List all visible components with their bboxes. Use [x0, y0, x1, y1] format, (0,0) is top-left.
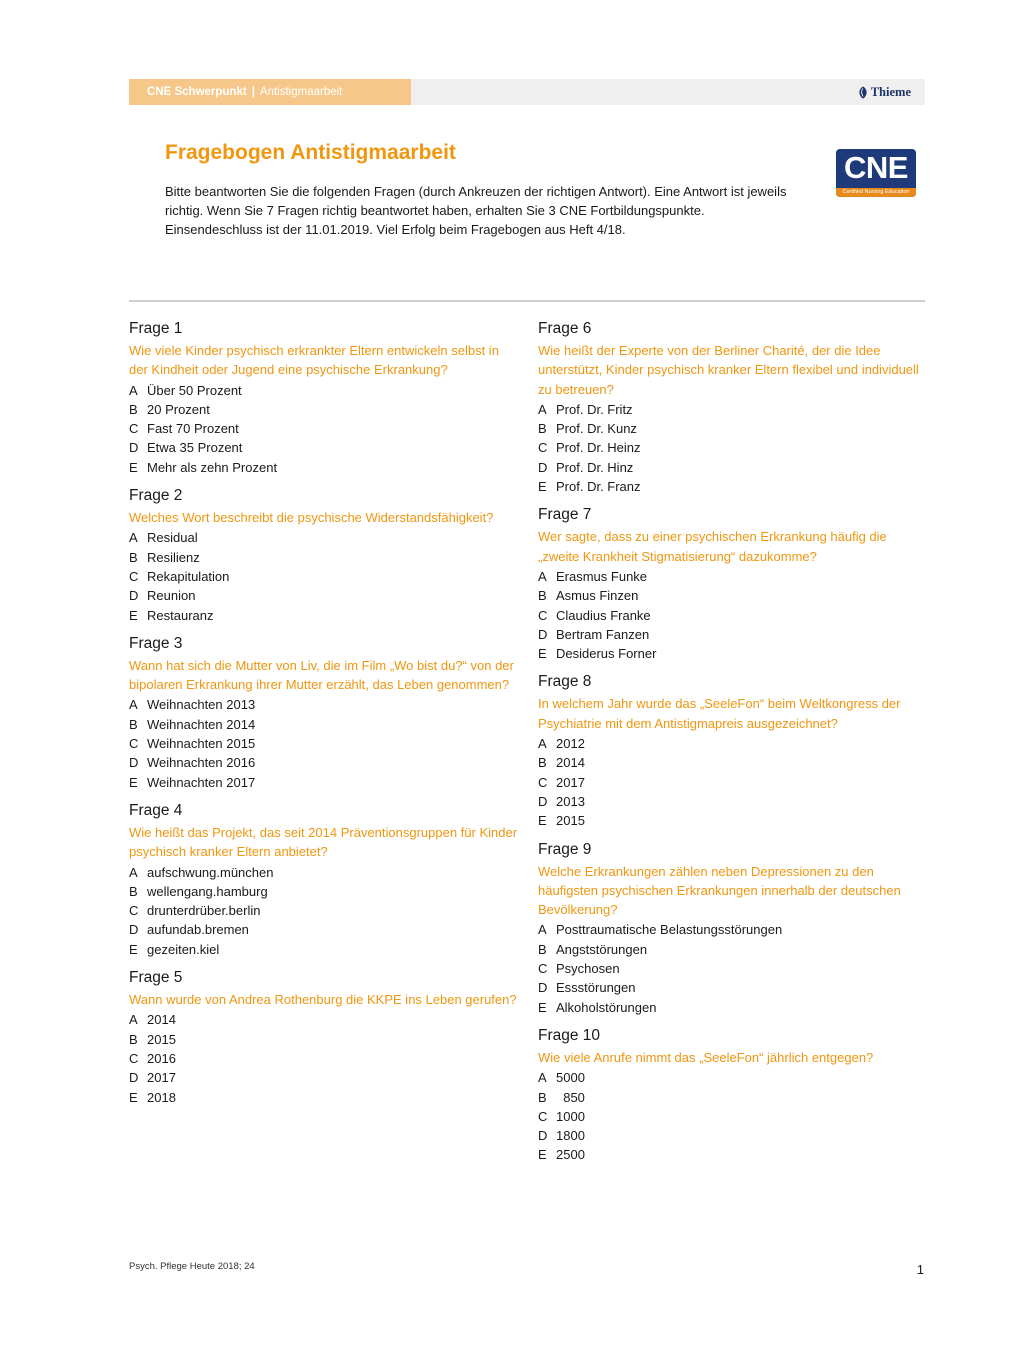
- answer-option[interactable]: [538, 1088, 930, 1107]
- option-text: Residual: [147, 530, 198, 546]
- option-text: 850: [556, 1089, 585, 1105]
- question-text: Welche Erkrankungen zählen neben Depressionen zu den häufigsten psychischen Erkrankungen innerhalb der deutschen Bevölkerung?: [538, 863, 901, 918]
- divider: [129, 300, 925, 302]
- answer-option[interactable]: [129, 1010, 521, 1029]
- answer-option[interactable]: [129, 1068, 521, 1087]
- option-text: 2012: [556, 736, 585, 752]
- option-letter: D: [538, 980, 548, 996]
- answer-option[interactable]: [538, 477, 930, 496]
- cne-badge-subtitle: Certified Nursing Education: [836, 188, 916, 197]
- answer-option[interactable]: [129, 753, 521, 772]
- answer-option[interactable]: [129, 715, 521, 734]
- option-text: Psychosen: [556, 961, 620, 977]
- answer-option[interactable]: [129, 773, 521, 792]
- option-letter: A: [538, 922, 547, 938]
- option-letter: A: [129, 530, 138, 546]
- question-label: Frage 1: [129, 320, 183, 337]
- option-letter: D: [129, 440, 139, 456]
- answer-options: [538, 920, 930, 1016]
- question-block: [129, 800, 521, 959]
- option-letter: E: [129, 459, 138, 475]
- option-letter: E: [538, 646, 547, 662]
- question-label: Frage 4: [129, 801, 183, 819]
- option-letter: A: [538, 736, 547, 752]
- option-letter: A: [129, 382, 138, 398]
- answer-option[interactable]: [129, 1088, 521, 1107]
- answer-option[interactable]: [129, 419, 521, 438]
- option-letter: C: [538, 961, 548, 977]
- option-text: 5000: [556, 1070, 585, 1086]
- header-bar: [129, 79, 925, 105]
- answer-option[interactable]: [129, 586, 521, 605]
- answer-option[interactable]: [129, 438, 521, 457]
- question-text: In welchem Jahr wurde das „SeeleFon“ beim Weltkongress der Psychiatrie mit dem Antistigmapreis ausgezeichnet?: [538, 696, 901, 731]
- answer-option[interactable]: [538, 1068, 930, 1087]
- answer-options: [538, 567, 930, 663]
- answer-option[interactable]: [538, 438, 930, 457]
- option-text: 2015: [556, 813, 585, 829]
- option-letter: C: [538, 440, 548, 456]
- option-letter: E: [129, 941, 138, 957]
- answer-option[interactable]: [129, 606, 521, 625]
- footer-citation: Psych. Pflege Heute 2018; 24: [129, 1261, 255, 1272]
- answer-option[interactable]: [129, 548, 521, 567]
- option-letter: D: [538, 626, 548, 642]
- option-letter: B: [538, 421, 547, 437]
- option-letter: A: [129, 697, 138, 713]
- answer-options: [129, 381, 521, 477]
- answer-option[interactable]: [538, 567, 930, 586]
- question-label: Frage 7: [538, 506, 592, 524]
- option-letter: E: [129, 607, 138, 623]
- option-text: Alkoholstörungen: [556, 999, 657, 1015]
- answer-option[interactable]: [129, 1030, 521, 1049]
- answer-option[interactable]: [538, 959, 930, 978]
- option-letter: D: [538, 793, 548, 809]
- option-letter: B: [129, 716, 138, 732]
- answer-options: [538, 400, 930, 496]
- option-letter: E: [129, 774, 138, 790]
- answer-option[interactable]: [538, 978, 930, 997]
- answer-option[interactable]: [538, 1126, 930, 1145]
- questions-column-right: [538, 318, 930, 1173]
- answer-option[interactable]: [129, 734, 521, 753]
- option-text: wellengang.hamburg: [147, 883, 268, 899]
- answer-option[interactable]: [538, 419, 930, 438]
- option-letter: C: [129, 1050, 139, 1066]
- option-text: Fast 70 Prozent: [147, 421, 239, 437]
- option-text: Weihnachten 2017: [147, 774, 256, 790]
- section-separator: |: [251, 86, 255, 98]
- option-letter: D: [538, 1128, 548, 1144]
- question-label: Frage 9: [538, 840, 592, 858]
- question-block: [538, 1025, 930, 1165]
- answer-option[interactable]: [129, 1049, 521, 1068]
- question-block: [538, 671, 930, 830]
- page-number: 1: [916, 1262, 924, 1277]
- question-text: Wie viele Anrufe nimmt das „SeeleFon“ jährlich entgegen?: [538, 1049, 874, 1065]
- option-letter: D: [129, 588, 139, 604]
- answer-options: [538, 734, 930, 830]
- option-letter: A: [538, 568, 547, 584]
- option-letter: A: [129, 864, 138, 880]
- option-letter: C: [129, 903, 139, 919]
- option-text: Bertram Fanzen: [556, 626, 650, 642]
- option-text: Etwa 35 Prozent: [147, 440, 243, 456]
- option-text: Weihnachten 2015: [147, 736, 256, 752]
- answer-option[interactable]: [538, 1107, 930, 1126]
- option-letter: E: [538, 999, 547, 1015]
- answer-options: [129, 528, 521, 624]
- option-text: Claudius Franke: [556, 607, 651, 623]
- option-text: 2014: [147, 1012, 176, 1028]
- answer-option[interactable]: [538, 458, 930, 477]
- thieme-emblem-icon: [858, 86, 868, 99]
- option-text: 20 Prozent: [147, 401, 210, 417]
- option-letter: B: [129, 1031, 138, 1047]
- option-letter: D: [538, 459, 548, 475]
- answer-option[interactable]: [538, 586, 930, 605]
- section-tag: [129, 79, 411, 105]
- page-title: Fragebogen Antistigmaarbeit: [165, 141, 456, 164]
- option-text: Prof. Dr. Hinz: [556, 459, 634, 475]
- option-text: Reunion: [147, 588, 196, 604]
- option-letter: E: [538, 479, 547, 495]
- option-text: Angststörungen: [556, 941, 648, 957]
- option-letter: B: [538, 588, 547, 604]
- answer-option[interactable]: [538, 811, 930, 830]
- question-label: Frage 8: [538, 673, 592, 691]
- question-text: Wann hat sich die Mutter von Liv, die im Film „Wo bist du?“ von der bipolaren Erkrankung ihrer Mutter erzählt, das Leben genommen?: [129, 657, 514, 693]
- option-text: gezeiten.kiel: [147, 941, 220, 957]
- option-text: aufundab.bremen: [147, 922, 249, 938]
- answer-option[interactable]: [129, 381, 521, 400]
- question-text: Wie heißt der Experte von der Berliner Charité, der die Idee unterstützt, Kinder psychisch kranker Eltern flexibel und individuell zu betreuen?: [538, 343, 919, 397]
- option-letter: C: [129, 736, 139, 752]
- answer-option[interactable]: [538, 940, 930, 959]
- option-text: Essstörungen: [556, 980, 636, 996]
- option-letter: B: [538, 941, 547, 957]
- publisher-logo: [858, 79, 911, 105]
- option-letter: B: [129, 883, 138, 899]
- option-text: Weihnachten 2016: [147, 755, 256, 771]
- option-letter: D: [129, 922, 139, 938]
- option-letter: C: [538, 607, 548, 623]
- question-text: Wer sagte, dass zu einer psychischen Erkrankung häufig die „zweite Krankheit Stigmatisierung“ dazukomme?: [538, 529, 887, 564]
- option-text: Restauranz: [147, 607, 214, 623]
- option-text: Prof. Dr. Fritz: [556, 401, 633, 417]
- option-text: 2017: [556, 774, 585, 790]
- option-text: drunterdrüber.berlin: [147, 903, 261, 919]
- question-text: Welches Wort beschreibt die psychische Widerstandsfähigkeit?: [129, 510, 494, 526]
- option-text: 2018: [147, 1089, 176, 1105]
- answer-option[interactable]: [129, 458, 521, 477]
- option-letter: A: [129, 1012, 138, 1028]
- answer-option[interactable]: [538, 792, 930, 811]
- answer-options: [129, 1010, 521, 1106]
- answer-option[interactable]: [538, 734, 930, 753]
- answer-option[interactable]: [129, 940, 521, 959]
- question-text: Wie heißt das Projekt, das seit 2014 Präventionsgruppen für Kinder psychisch kranker Eltern anbietet?: [129, 824, 518, 860]
- option-text: Resilienz: [147, 549, 200, 565]
- answer-option[interactable]: [538, 644, 930, 663]
- option-letter: C: [129, 568, 139, 584]
- option-letter: D: [129, 1070, 139, 1086]
- option-letter: A: [538, 1070, 547, 1086]
- question-label: Frage 10: [538, 1026, 601, 1044]
- option-letter: E: [538, 813, 547, 829]
- option-letter: B: [129, 549, 138, 565]
- question-text: Wann wurde von Andrea Rothenburg die KKPE ins Leben gerufen?: [129, 992, 517, 1008]
- option-text: aufschwung.münchen: [147, 864, 274, 880]
- answer-option[interactable]: [538, 773, 930, 792]
- section-topic: Antistigmaarbeit: [259, 86, 343, 98]
- answer-option[interactable]: [129, 863, 521, 882]
- option-letter: C: [129, 421, 139, 437]
- answer-option[interactable]: [538, 753, 930, 772]
- option-text: Mehr als zehn Prozent: [147, 459, 278, 475]
- option-text: 1800: [556, 1128, 585, 1144]
- answer-option[interactable]: [129, 567, 521, 586]
- answer-option[interactable]: [129, 882, 521, 901]
- answer-option[interactable]: [538, 625, 930, 644]
- option-letter: B: [538, 1089, 547, 1105]
- answer-option[interactable]: [538, 400, 930, 419]
- option-text: 2017: [147, 1070, 176, 1086]
- question-text: Wie viele Kinder psychisch erkrankter Eltern entwickeln selbst in der Kindheit oder Jugend eine psychische Erkrankung?: [129, 343, 499, 378]
- option-text: Asmus Finzen: [556, 588, 639, 604]
- question-label: Frage 5: [129, 969, 183, 987]
- option-text: Posttraumatische Belastungsstörungen: [556, 922, 783, 938]
- option-text: 2015: [147, 1031, 176, 1047]
- question-block: [538, 504, 930, 663]
- option-text: Desiderus Forner: [556, 646, 657, 662]
- option-text: Über 50 Prozent: [147, 382, 242, 398]
- question-block: [129, 485, 521, 625]
- question-label: Frage 2: [129, 487, 183, 505]
- answer-options: [538, 1068, 930, 1164]
- option-letter: E: [129, 1089, 138, 1105]
- answer-option[interactable]: [129, 695, 521, 714]
- cne-badge-label: CNE: [844, 150, 908, 185]
- answer-option[interactable]: [538, 998, 930, 1017]
- question-label: Frage 3: [129, 634, 183, 652]
- question-block: [129, 633, 521, 792]
- option-text: Weihnachten 2013: [147, 697, 256, 713]
- option-text: Erasmus Funke: [556, 568, 648, 584]
- question-block: [129, 318, 521, 477]
- answer-option[interactable]: [129, 901, 521, 920]
- option-letter: D: [129, 755, 139, 771]
- question-block: [538, 839, 930, 1017]
- question-block: [538, 318, 930, 496]
- publisher-name: Thieme: [870, 85, 911, 99]
- option-letter: A: [538, 401, 547, 417]
- answer-option[interactable]: [129, 400, 521, 419]
- option-text: Rekapitulation: [147, 568, 230, 584]
- questions-column-left: [129, 318, 521, 1115]
- section-label: CNE Schwerpunkt: [147, 86, 247, 98]
- option-text: Weihnachten 2014: [147, 716, 256, 732]
- option-letter: C: [538, 774, 548, 790]
- intro-text: Bitte beantworten Sie die folgenden Fragen (durch Ankreuzen der richtigen Antwort). Eine Antwort ist jeweils richtig. Wenn Sie 7 Fragen richtig beantwortet haben, erhalten Sie 3 CNE Fortbildungspunkte. Einsendeschluss ist der 11.01.2019. Viel Erfolg beim Fragebogen aus Heft 4/18.: [165, 184, 787, 237]
- option-text: 2016: [147, 1050, 176, 1066]
- answer-option[interactable]: [538, 1145, 930, 1164]
- answer-option[interactable]: [538, 606, 930, 625]
- question-block: [129, 967, 521, 1107]
- answer-options: [129, 863, 521, 959]
- option-letter: E: [538, 1147, 547, 1163]
- option-letter: C: [538, 1108, 548, 1124]
- option-text: Prof. Dr. Heinz: [556, 440, 641, 456]
- option-letter: B: [129, 401, 138, 417]
- option-text: 1000: [556, 1108, 585, 1124]
- answer-options: [129, 695, 521, 791]
- cne-badge: [836, 149, 916, 197]
- option-text: 2014: [556, 755, 585, 771]
- answer-option[interactable]: [129, 920, 521, 939]
- answer-option[interactable]: [129, 528, 521, 547]
- option-text: Prof. Dr. Franz: [556, 479, 641, 495]
- option-text: 2013: [556, 793, 585, 809]
- option-letter: B: [538, 755, 547, 771]
- answer-option[interactable]: [538, 920, 930, 939]
- option-text: Prof. Dr. Kunz: [556, 421, 637, 437]
- option-text: 2500: [556, 1147, 585, 1163]
- question-label: Frage 6: [538, 320, 592, 337]
